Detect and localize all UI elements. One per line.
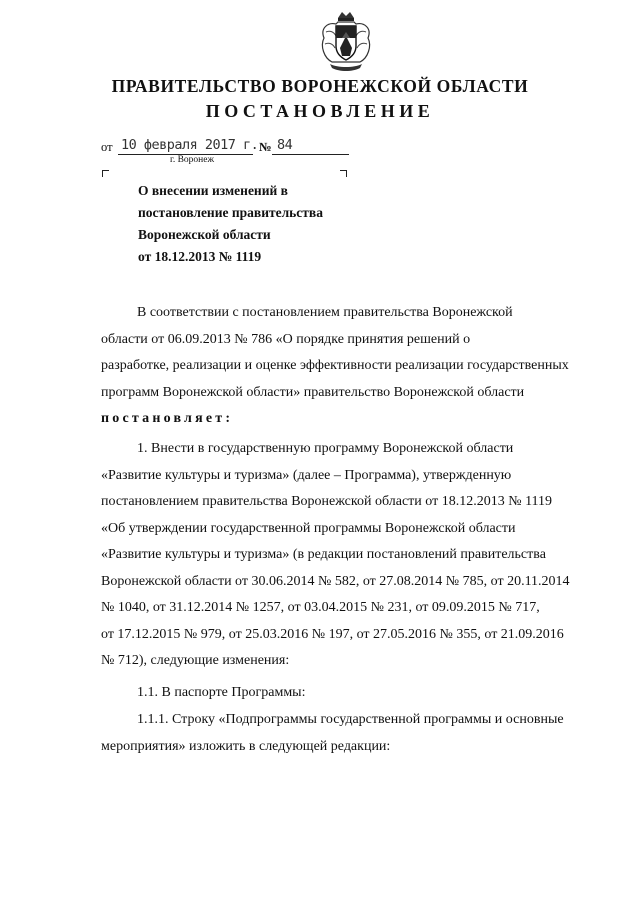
text-line: мероприятия» изложить в следующей редакции: (101, 738, 391, 754)
paragraph-item-1-1 (101, 680, 611, 707)
text-line: «Об утверждении государственной программы Воронежской области (101, 520, 516, 536)
text-line: программ Воронежской области» правительство Воронежской области (101, 384, 525, 400)
text-line: постановлением правительства Воронежской области от 18.12.2013 № 1119 (101, 494, 553, 509)
subject-line: от 18.12.2013 № 1119 (138, 249, 262, 264)
subject-line: Воронежской области (138, 227, 271, 242)
text-line: 1. Внести в государственную программу Воронежской области (137, 441, 514, 456)
date-value: 10 февраля 2017 г. (121, 137, 259, 153)
text-line: «Развитие культуры и туризма» (далее – Программа), утвержденную (101, 467, 512, 483)
left-bracket-corner (102, 170, 109, 177)
text-line: № 712), следующие изменения: (101, 653, 290, 668)
number-underline (272, 154, 349, 155)
document-type-title: ПОСТАНОВЛЕНИЕ (205, 101, 435, 121)
number-label: № (259, 140, 272, 154)
text-line: области от 06.09.2013 № 786 «О порядке принятия решений о (101, 331, 471, 347)
text-line: разработке, реализации и оценке эффективности реализации государственных (101, 358, 569, 373)
subject-line: постановление правительства (138, 205, 323, 220)
number-value: 84 (277, 137, 293, 153)
text-line: 1.1. В паспорте Программы: (137, 685, 306, 700)
text-line: «Развитие культуры и туризма» (в редакции постановлений правительства (101, 547, 546, 562)
coat-of-arms-icon (316, 8, 376, 74)
government-title: ПРАВИТЕЛЬСТВО ВОРОНЕЖСКОЙ ОБЛАСТИ (111, 76, 529, 96)
date-from-label: от (101, 140, 113, 154)
paragraph-item-1-1-1 (101, 707, 611, 760)
paragraph-preamble (101, 300, 611, 433)
text-line: № 1040, от 31.12.2014 № 1257, от 03.04.2015 № 231, от 09.09.2015 № 717, (101, 600, 540, 615)
city-label: г. Воронеж (170, 155, 215, 165)
document-subject (138, 180, 398, 268)
text-line: Воронежской области от 30.06.2014 № 582, от 27.08.2014 № 785, от 20.11.2014 (101, 573, 570, 589)
date-number-line (101, 137, 361, 159)
right-bracket-corner (340, 170, 347, 177)
text-line: В соответствии с постановлением правительства Воронежской (137, 305, 513, 320)
decree-word: постановляет: (101, 411, 234, 426)
text-line: от 17.12.2015 № 979, от 25.03.2016 № 197, от 27.05.2016 № 355, от 21.09.2016 (101, 626, 564, 642)
subject-line: О внесении изменений в (138, 183, 288, 198)
text-line: 1.1.1. Строку «Подпрограммы государственной программы и основные (137, 712, 564, 727)
paragraph-item-1 (101, 436, 611, 675)
